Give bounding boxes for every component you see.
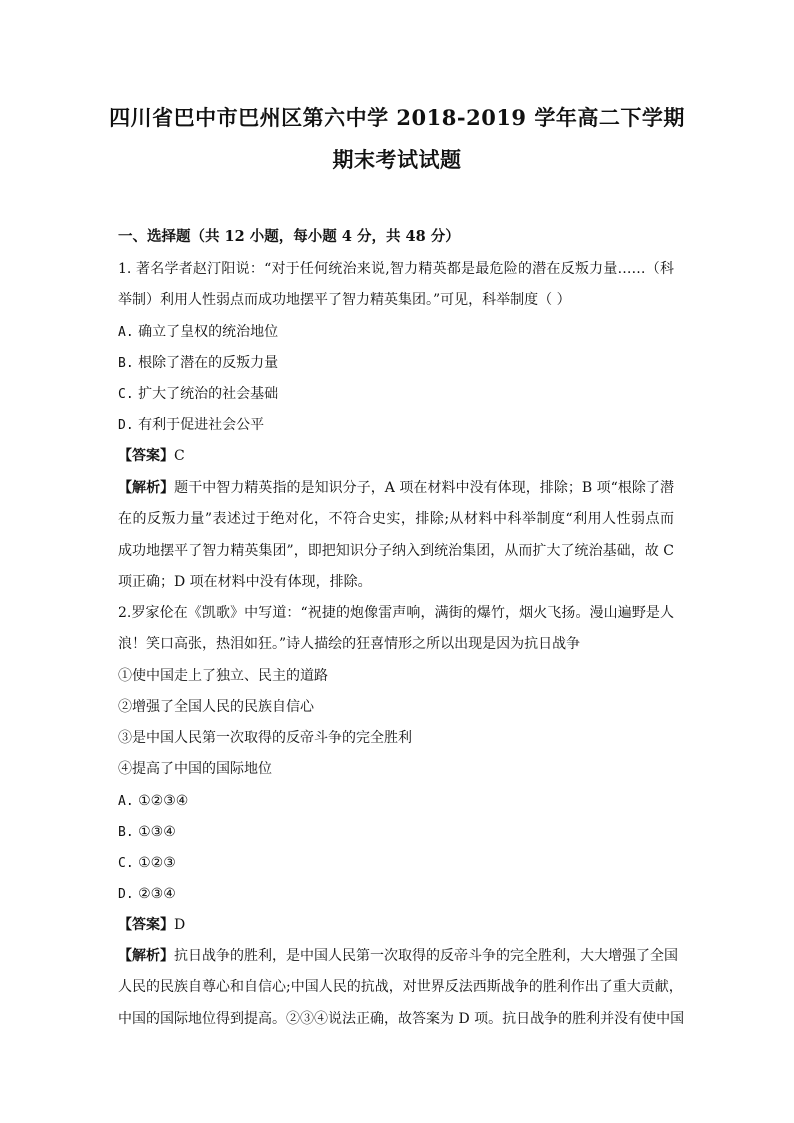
q2-analysis-label: 【解析】 (118, 948, 174, 964)
q1-answer-label: 【答案】 (118, 448, 174, 464)
q2-statement-4: ④提高了中国的国际地位 (118, 761, 272, 777)
q2-answer-label: 【答案】 (118, 917, 174, 933)
q2-option-c (118, 853, 176, 874)
q1-analysis-line-3: 成功地摆平了智力精英集团”，即把知识分子纳入到统治集团，从而扩大了统治基础，故 C (118, 543, 674, 559)
section-heading: 一、选择题（共 12 小题，每小题 4 分，共 48 分） (118, 228, 460, 245)
q1-option-c-text: 扩大了统治的社会基础 (138, 386, 279, 402)
q2-option-d-text: ②③④ (138, 886, 176, 902)
q2-option-b-text: ①③④ (138, 824, 176, 840)
q2-option-c-text: ①②③ (138, 855, 176, 871)
q1-analysis-text-1: 题干中智力精英指的是知识分子，A 项在材料中没有体现，排除；B 项“根除了潜 (174, 480, 674, 496)
q1-option-b-letter: B. (118, 356, 134, 371)
q2-option-a-text: ①②③④ (138, 793, 189, 809)
q1-option-b-text: 根除了潜在的反叛力量 (138, 355, 279, 371)
q2-option-b (118, 822, 176, 843)
q1-option-a (118, 322, 278, 343)
q1-analysis-line-2: 在的反叛力量”表述过于绝对化，不符合史实，排除;从材料中科举制度“利用人性弱点而 (118, 511, 674, 527)
q2-option-a (118, 791, 188, 812)
q2-answer-value: D (174, 917, 186, 933)
q1-option-d-letter: D. (118, 418, 134, 433)
q1-option-b (118, 353, 278, 374)
q2-analysis-line-1 (118, 946, 678, 966)
q1-answer-value: C (174, 448, 185, 464)
q1-option-c-letter: C. (118, 387, 134, 402)
q2-option-c-letter: C. (118, 856, 134, 871)
q1-analysis-label: 【解析】 (118, 480, 175, 496)
q2-stem-line-2: 浪！笑口高张，热泪如狂。”诗人描绘的狂喜情形之所以出现是因为抗日战争 (118, 636, 581, 652)
q2-statement-3: ③是中国人民第一次取得的反帝斗争的完全胜利 (118, 730, 412, 746)
q1-stem-line-1: 1. 著名学者赵汀阳说：“对于任何统治来说,智力精英都是最危险的潜在反叛力量……（科 (118, 261, 674, 277)
q1-option-a-letter: A. (118, 325, 134, 340)
q1-analysis-line-4: 项正确；D 项在材料中没有体现，排除。 (118, 574, 372, 590)
q1-answer (118, 446, 185, 466)
q1-option-d (118, 415, 264, 436)
q2-analysis-line-3: 中国的国际地位得到提高。②③④说法正确，故答案为 D 项。抗日战争的胜利并没有使中国 (118, 1011, 685, 1027)
document-title-line-2: 期末考试试题 (332, 147, 462, 172)
q2-option-d (118, 884, 176, 905)
q2-statement-1: ①使中国走上了独立、民主的道路 (118, 668, 328, 684)
q1-stem-line-2: 举制）利用人性弱点而成功地摆平了智力精英集团。”可见，科举制度（ ） (118, 292, 571, 308)
q1-option-c (118, 384, 278, 405)
q2-analysis-line-2: 人民的民族自尊心和自信心;中国人民的抗战，对世界反法西斯战争的胜利作出了重大贡献， (118, 979, 683, 995)
q1-option-a-text: 确立了皇权的统治地位 (138, 324, 279, 340)
q2-option-d-letter: D. (118, 887, 134, 902)
q1-analysis-line-1 (118, 478, 674, 498)
q2-answer (118, 915, 185, 935)
q2-statement-2: ②增强了全国人民的民族自信心 (118, 699, 314, 715)
q1-option-d-text: 有利于促进社会公平 (138, 417, 265, 433)
q2-option-b-letter: B. (118, 825, 134, 840)
q2-analysis-text-1: 抗日战争的胜利，是中国人民第一次取得的反帝斗争的完全胜利，大大增强了全国 (174, 948, 678, 964)
q2-option-a-letter: A. (118, 794, 134, 809)
q2-stem-line-1: 2.罗家伦在《凯歌》中写道：“祝捷的炮像雷声响，满街的爆竹，烟火飞扬。漫山遍野是人 (118, 605, 674, 621)
document-title-line-1: 四川省巴中市巴州区第六中学 2018-2019 学年高二下学期 (109, 105, 685, 130)
